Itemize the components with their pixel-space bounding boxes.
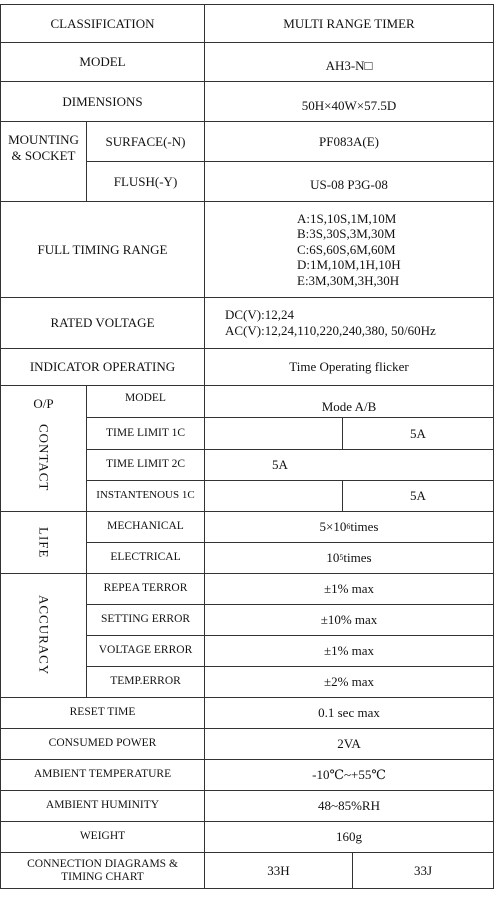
reset-time-label: RESET TIME: [0, 698, 205, 729]
repeat-error-value: ±1% max: [205, 574, 494, 605]
time-limit-1c-label: TIME LIMIT 1C: [87, 418, 205, 450]
dimensions-label: DIMENSIONS: [0, 82, 205, 122]
time-limit-1c-empty: [205, 418, 343, 450]
ambient-humidity-value: 48~85%RH: [205, 791, 494, 822]
mechanical-value-unit: times: [350, 519, 379, 535]
contact-group-label: [0, 386, 87, 512]
mechanical-value-exp: 6: [346, 522, 351, 532]
voltage-ac: AC(V):12,24,110,220,240,380, 50/60Hz: [225, 323, 436, 338]
flush-label: FLUSH(-Y): [87, 162, 205, 202]
timing-range-label: FULL TIMING RANGE: [0, 202, 205, 298]
contact-model-value: Mode A/B: [205, 386, 494, 418]
rated-voltage-value: [205, 298, 494, 349]
model-label: MODEL: [0, 43, 205, 82]
reset-time-value: 0.1 sec max: [205, 698, 494, 729]
mechanical-value-base: 5×10: [319, 519, 347, 535]
consumed-power-label: CONSUMED POWER: [0, 729, 205, 760]
setting-error-label: SETTING ERROR: [87, 605, 205, 636]
accuracy-label: ACCURACY: [36, 595, 52, 676]
rated-voltage-label: RATED VOLTAGE: [0, 298, 205, 349]
timing-range-e: E:3M,30M,3H,30H: [297, 272, 400, 288]
surface-value: PF083A(E): [205, 122, 494, 162]
ambient-humidity-label: AMBIENT HUMINITY: [0, 791, 205, 822]
setting-error-value: ±10% max: [205, 605, 494, 636]
mechanical-value: [205, 512, 494, 543]
mounting-label-line1: MOUNTING: [8, 132, 79, 147]
mounting-socket-label: [0, 122, 87, 202]
mounting-label-line2: & SOCKET: [11, 147, 76, 163]
electrical-label: ELECTRICAL: [87, 543, 205, 574]
repeat-error-label: REPEA TERROR: [87, 574, 205, 605]
flush-value: US-08 P3G-08: [205, 162, 494, 202]
connection-label-line2: TIMING CHART: [61, 870, 144, 883]
life-group-label: [0, 512, 87, 574]
instantaneous-1c-value: 5A: [343, 481, 494, 512]
temp-error-value: ±2% max: [205, 667, 494, 698]
timing-range-list: [205, 202, 494, 298]
classification-value: MULTI RANGE TIMER: [205, 4, 494, 43]
indicator-label: INDICATOR OPERATING: [0, 349, 205, 386]
connection-diagrams-label: [0, 853, 205, 889]
electrical-value-base: 10: [326, 550, 340, 566]
classification-label: CLASSIFICATION: [0, 4, 205, 43]
life-label: LIFE: [36, 526, 52, 559]
connection-value-33j: 33J: [353, 853, 494, 889]
connection-value-33h: 33H: [205, 853, 353, 889]
timing-range-a: A:1S,10S,1M,10M: [297, 210, 397, 226]
mechanical-label: MECHANICAL: [87, 512, 205, 543]
accuracy-group-label: [0, 574, 87, 698]
temp-error-label: TEMP.ERROR: [87, 667, 205, 698]
timing-range-c: C:6S,60S,6M,60M: [297, 241, 396, 257]
contact-label: CONTACT: [36, 423, 52, 491]
voltage-dc: DC(V):12,24: [225, 307, 294, 323]
ambient-temperature-label: AMBIENT TEMPERATURE: [0, 760, 205, 791]
weight-value: 160g: [205, 822, 494, 853]
electrical-value-unit: times: [343, 550, 372, 566]
connection-label-line1: CONNECTION DIAGRAMS &: [27, 858, 178, 871]
model-value: AH3-N□: [205, 43, 494, 82]
op-label: O/P: [33, 396, 54, 411]
voltage-error-label: VOLTAGE ERROR: [87, 636, 205, 667]
instantaneous-1c-label: INSTANTENOUS 1C: [87, 481, 205, 512]
voltage-error-value: ±1% max: [205, 636, 494, 667]
time-limit-1c-value: 5A: [343, 418, 494, 450]
dimensions-value: 50H×40W×57.5D: [205, 82, 494, 122]
contact-model-label: MODEL: [87, 386, 205, 418]
indicator-value: Time Operating flicker: [205, 349, 494, 386]
timing-range-d: D:1M,10M,1H,10H: [297, 257, 401, 273]
electrical-value-exp: 5: [339, 553, 344, 563]
ambient-temperature-value: -10℃~+55℃: [205, 760, 494, 791]
consumed-power-value: 2VA: [205, 729, 494, 760]
surface-label: SURFACE(-N): [87, 122, 205, 162]
weight-label: WEIGHT: [0, 822, 205, 853]
timing-range-b: B:3S,30S,3M,30M: [297, 226, 396, 242]
electrical-value: [205, 543, 494, 574]
time-limit-2c-label: TIME LIMIT 2C: [87, 450, 205, 481]
time-limit-2c-value: 5A: [205, 450, 494, 481]
instantaneous-1c-empty: [205, 481, 343, 512]
